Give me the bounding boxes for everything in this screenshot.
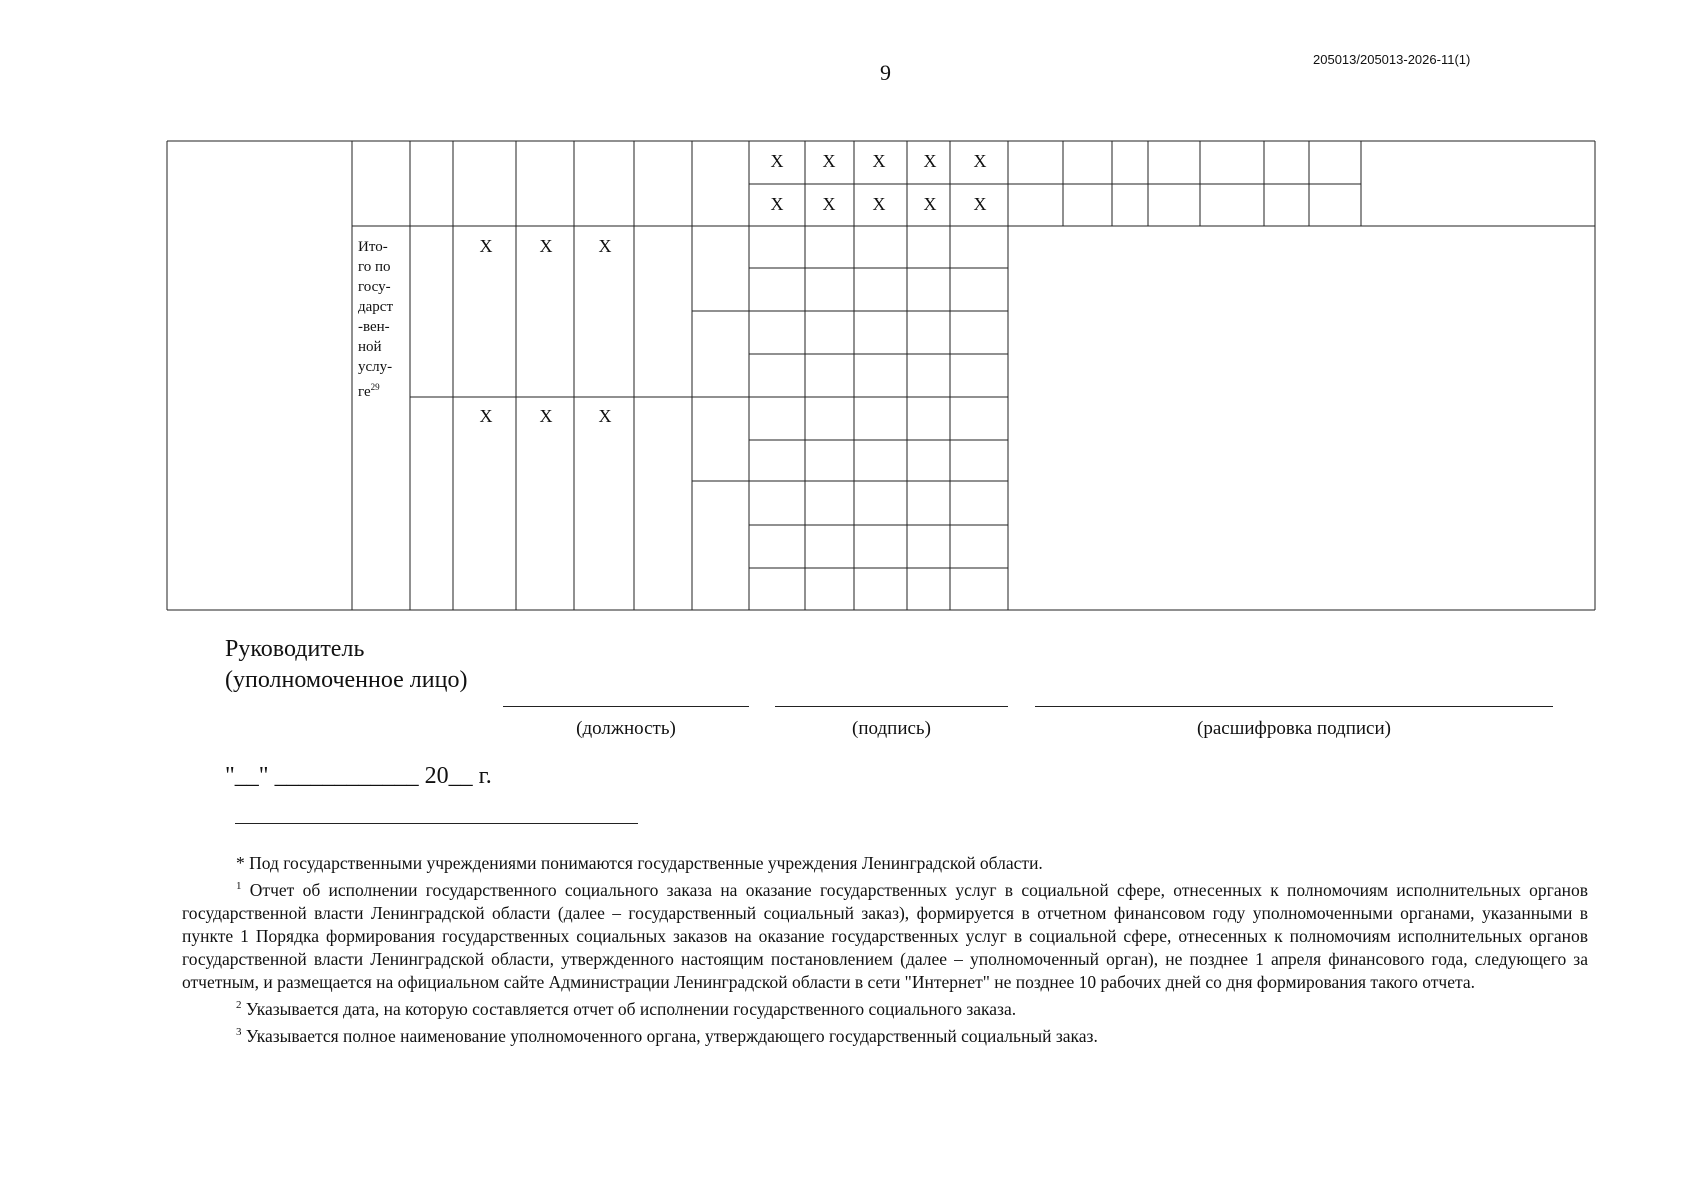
x-mark: X	[770, 194, 784, 214]
x-mark: X	[822, 151, 836, 171]
x-mark: X	[923, 194, 937, 214]
footnote-asterisk: * Под государственными учреждениями понимаются государственные учреждения Ленинградской области.	[236, 853, 1043, 873]
x-mark: X	[479, 236, 493, 256]
footnote-ref: 29	[370, 382, 380, 392]
date-line: "__" ____________ 20__ г.	[225, 763, 492, 789]
x-mark: X	[872, 151, 886, 171]
x-mark: X	[598, 406, 612, 426]
x-mark: X	[973, 194, 987, 214]
footnote-separator	[235, 823, 638, 824]
x-mark: X	[539, 236, 553, 256]
decode-line	[1035, 706, 1553, 707]
position-line	[503, 706, 749, 707]
itogo-row-label: Ито- го по госу- дарст -вен- ной услу- $ге^{29}$	[358, 239, 394, 400]
signature-caption: (подпись)	[852, 718, 931, 739]
x-mark: X	[539, 406, 553, 426]
document-id: 205013/205013-2026-11(1)	[1313, 52, 1471, 67]
footnote-1: $^1$ Отчет об исполнении государственного социального заказа на оказание государственных услуг в социальной сфере, отнесенных к полномочиям исполнительных органов государственной власти Ленинградской области (далее – государственный социальный заказ), формируется в отчетном финансовом году уполномоченными органами, указанными в пункте 1 Порядка формирования государственных социальных заказов на оказание государственных услуг в социальной сфере, отнесенных к полномочиям исполнительных органов государственной власти Ленинградской области, утвержденного настоящим постановлением (далее – уполномоченный орган), не позднее 1 апреля финансового года, следующего за отчетным, и размещается на официальном сайте Администрации Ленинградской области в сети "Интернет" не позднее 10 рабочих дней со дня формирования такого отчета.	[182, 879, 1588, 992]
footnote-3: $^3$ Указывается полное наименование уполномоченного органа, утверждающего государственный социальный заказ.	[236, 1025, 1098, 1046]
page-number: 9	[880, 60, 891, 85]
decode-caption: (расшифровка подписи)	[1197, 718, 1391, 739]
x-mark: X	[872, 194, 886, 214]
x-mark: X	[822, 194, 836, 214]
signature-line	[775, 706, 1008, 707]
x-mark: X	[479, 406, 493, 426]
authorized-person-label: (уполномоченное лицо)	[225, 667, 468, 693]
head-label: Руководитель	[225, 636, 365, 662]
x-mark: X	[598, 236, 612, 256]
x-mark: X	[770, 151, 784, 171]
footnotes	[182, 852, 1588, 1047]
x-mark: X	[973, 151, 987, 171]
x-mark: X	[923, 151, 937, 171]
footnote-2: $^2$ Указывается дата, на которую составляется отчет об исполнении государственного социального заказа.	[236, 998, 1017, 1019]
position-caption: (должность)	[576, 718, 676, 739]
